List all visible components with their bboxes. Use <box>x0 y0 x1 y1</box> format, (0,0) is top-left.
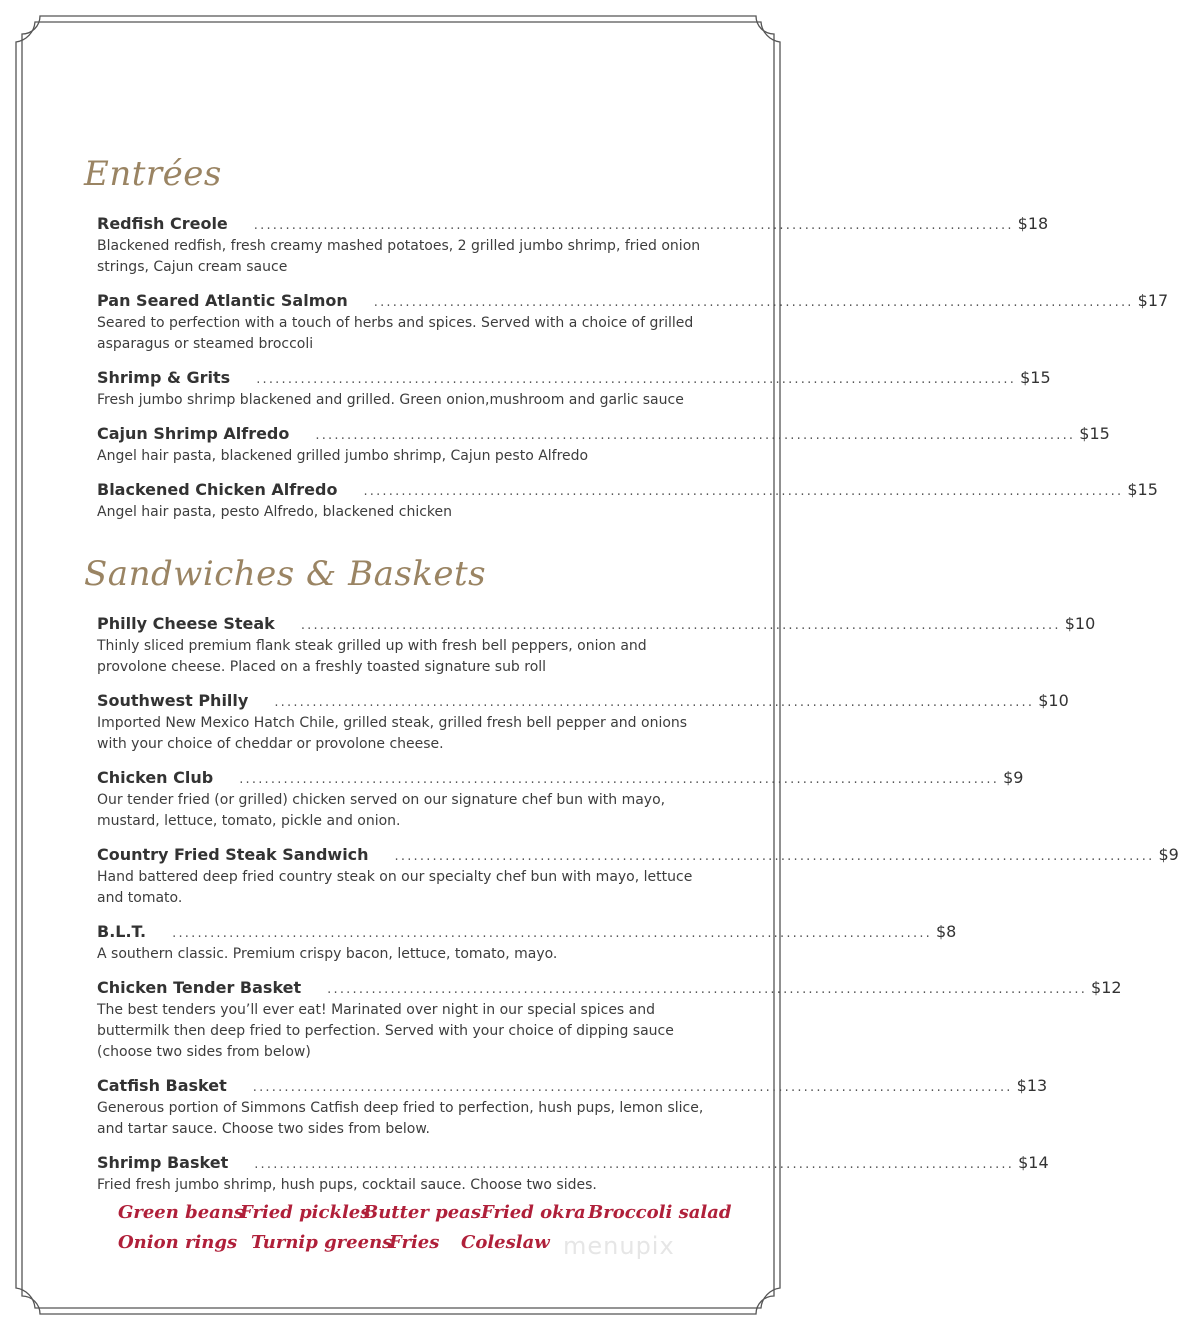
menu-item-name: Shrimp & Grits <box>97 368 231 387</box>
menu-item-header <box>97 922 957 944</box>
menu-item-name: Pan Seared Atlantic Salmon <box>97 291 348 310</box>
menu-item-price: $12 <box>1091 978 1122 997</box>
dot-leader: ........................................................................................................................ <box>300 618 1061 633</box>
menu-item-price: $15 <box>1079 424 1110 443</box>
menu-item-description: Blackened redfish, fresh creamy mashed potatoes, 2 grilled jumbo shrimp, fried onion strings, Cajun cream sauce <box>97 238 701 275</box>
menu-item-header <box>97 691 1069 713</box>
menu-item-price: $15 <box>1020 368 1051 387</box>
menu-item-name: Chicken Club <box>97 768 214 787</box>
dot-leader: ........................................................................................................................ <box>394 849 1155 864</box>
menu-item <box>97 978 1122 1063</box>
menu-item-price: $18 <box>1017 214 1049 233</box>
side-item: Broccoli salad <box>588 1202 732 1223</box>
watermark: menupix <box>563 1232 675 1260</box>
menu-item <box>97 1153 1049 1196</box>
menu-item-price: $9 <box>1003 768 1024 787</box>
menu-item <box>97 291 1169 355</box>
dot-leader: ........................................................................................................................ <box>172 926 932 941</box>
menu-item-description: Our tender fried (or grilled) chicken served on our signature chef bun with mayo, mustard, lettuce, tomato, pickle and onion. <box>97 792 666 829</box>
menu-item-description: A southern classic. Premium crispy bacon, lettuce, tomato, mayo. <box>97 946 558 962</box>
menu-item-header <box>97 768 1024 790</box>
menu-item-name: Blackened Chicken Alfredo <box>97 480 338 499</box>
menu-item-header <box>97 1076 1048 1098</box>
side-item: Coleslaw <box>461 1232 550 1253</box>
menu-item-header <box>97 368 1051 390</box>
menu-item-price: $14 <box>1018 1153 1049 1172</box>
menu-item-name: Catfish Basket <box>97 1076 227 1095</box>
menu-item-name: Shrimp Basket <box>97 1153 229 1172</box>
dot-leader: ........................................................................................................................ <box>256 372 1017 387</box>
side-item: Butter peas <box>363 1202 481 1223</box>
menu-item-header <box>97 424 1110 446</box>
dot-leader: ........................................................................................................................ <box>239 772 1000 787</box>
menu-item-description: Imported New Mexico Hatch Chile, grilled steak, grilled fresh bell pepper and onions with your choice of cheddar or provolone cheese. <box>97 715 688 752</box>
side-item: Fries <box>389 1232 440 1253</box>
side-item: Onion rings <box>118 1232 238 1253</box>
dot-leader: ........................................................................................................................ <box>252 1080 1013 1095</box>
menu-item <box>97 768 1024 832</box>
menu-item-description: Generous portion of Simmons Catfish deep fried to perfection, hush pups, lemon slice, and tartar sauce. Choose two sides from below. <box>97 1100 704 1137</box>
menu-item-price: $17 <box>1137 291 1169 310</box>
menu-item <box>97 922 957 965</box>
sandwiches-list <box>97 614 1179 1196</box>
menu-item <box>97 691 1069 755</box>
menu-item-description: Angel hair pasta, blackened grilled jumbo shrimp, Cajun pesto Alfredo <box>97 448 589 464</box>
menu-item <box>97 368 1051 411</box>
dot-leader: ........................................................................................................................ <box>327 982 1088 997</box>
menu-item-name: B.L.T. <box>97 922 147 941</box>
side-item: Green beans <box>118 1202 245 1223</box>
menu-item-name: Redfish Creole <box>97 214 228 233</box>
menu-item-description: Thinly sliced premium flank steak grilled up with fresh bell peppers, onion and provolone cheese. Placed on a freshly toasted signature sub roll <box>97 638 647 675</box>
dot-leader: ........................................................................................................................ <box>315 428 1076 443</box>
side-item: Fried okra <box>481 1202 586 1223</box>
side-item: Fried pickles <box>240 1202 371 1223</box>
menu-item-header <box>97 214 1049 236</box>
menu-item-description: Angel hair pasta, pesto Alfredo, blackened chicken <box>97 504 453 520</box>
menu-item-description: The best tenders you’ll ever eat! Marinated over night in our special spices and buttermilk then deep fried to perfection. Served with your choice of dipping sauce (choose two sides from below) <box>97 1002 674 1060</box>
menu-item-name: Chicken Tender Basket <box>97 978 302 997</box>
menu-item-price: $10 <box>1064 614 1096 633</box>
menu-item-price: $13 <box>1016 1076 1048 1095</box>
dot-leader: ........................................................................................................................ <box>253 218 1014 233</box>
menu-item-price: $10 <box>1038 691 1069 710</box>
menu-item-price: $9 <box>1158 845 1179 864</box>
menu-item <box>97 214 1049 278</box>
menu-item-name: Country Fried Steak Sandwich <box>97 845 369 864</box>
menu-item-description: Seared to perfection with a touch of herbs and spices. Served with a choice of grilled asparagus or steamed broccoli <box>97 315 694 352</box>
menu-item <box>97 614 1096 678</box>
menu-item-name: Philly Cheese Steak <box>97 614 275 633</box>
menu-item-name: Cajun Shrimp Alfredo <box>97 424 290 443</box>
menu-item-description: Fresh jumbo shrimp blackened and grilled. Green onion,mushroom and garlic sauce <box>97 392 684 408</box>
dot-leader: ........................................................................................................................ <box>363 484 1124 499</box>
menu-item-header <box>97 614 1096 636</box>
menu-item <box>97 424 1110 467</box>
section-title-entrees: Entrées <box>84 154 222 194</box>
section-title-sandwiches: Sandwiches & Baskets <box>84 554 487 594</box>
dot-leader: ........................................................................................................................ <box>274 695 1035 710</box>
menu-item-header <box>97 978 1122 1000</box>
dot-leader: ........................................................................................................................ <box>254 1157 1015 1172</box>
menu-item-price: $8 <box>936 922 957 941</box>
menu-item-price: $15 <box>1127 480 1158 499</box>
menu-item <box>97 845 1179 909</box>
menu-item-header <box>97 845 1179 867</box>
menu-item-name: Southwest Philly <box>97 691 249 710</box>
dot-leader: ........................................................................................................................ <box>373 295 1134 310</box>
menu-item-description: Hand battered deep fried country steak on our specialty chef bun with mayo, lettuce and tomato. <box>97 869 693 906</box>
entrees-list <box>97 214 1169 523</box>
menu-item-header <box>97 480 1158 502</box>
menu-item <box>97 1076 1048 1140</box>
menu-item-header <box>97 291 1169 313</box>
menu-item-header <box>97 1153 1049 1175</box>
menu-item <box>97 480 1158 523</box>
side-item: Turnip greens <box>251 1232 393 1253</box>
menu-item-description: Fried fresh jumbo shrimp, hush pups, cocktail sauce. Choose two sides. <box>97 1177 597 1193</box>
